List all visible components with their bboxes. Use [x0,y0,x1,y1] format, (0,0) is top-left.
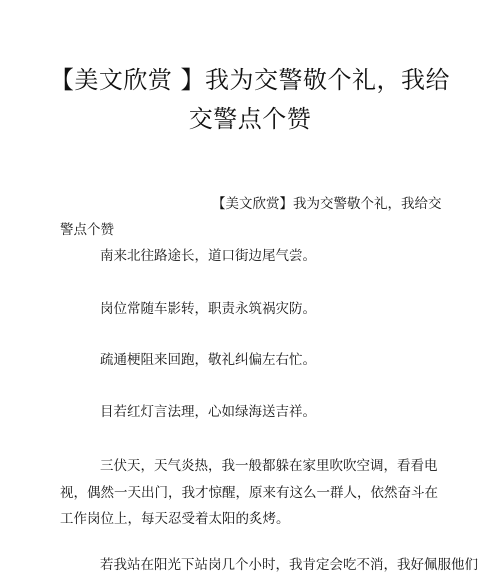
poem-paragraph-1 [60,243,450,270]
article-heading-line-2: 警点个赞 [60,222,114,238]
poem-paragraph-4 [60,399,450,426]
document-title-line-1: 【美文欣赏 】我为交警敬个礼，我给 [49,66,451,94]
paragraph-line: 工作岗位上，每天忍受着太阳的炙烤。 [60,511,290,527]
paragraph-line: 目若红灯言法理，心如绿海送吉祥。 [100,404,316,420]
paragraph-line: 岗位常随车影转，职责永筑祸灾防。 [100,301,316,317]
poem-paragraph-3 [60,347,450,374]
paragraph-line: 三伏天，天气炎热，我一般都躲在家里吹吹空调，看看电 [100,458,438,474]
paragraph-line: 视，偶然一天出门，我才惊醒，原来有这么一群人，依然奋斗在 [60,484,438,501]
paragraph-line: 疏通梗阻来回跑，敬礼纠偏左右忙。 [100,352,316,368]
paragraph-line: 南来北往路途长，道口街边尾气尝。 [100,248,316,264]
cut-off-text: 若我站在阳光下站岗几个小时，我肯定会吃不消，我好佩服他们 [100,557,478,573]
prose-paragraph [60,453,450,533]
cut-off-text-line [100,555,478,573]
article-heading-line-1: 【美文欣赏】我为交警敬个礼，我给交 [212,196,442,212]
document-title-line-2: 交警点个赞 [188,105,312,133]
poem-paragraph-2 [60,296,450,323]
